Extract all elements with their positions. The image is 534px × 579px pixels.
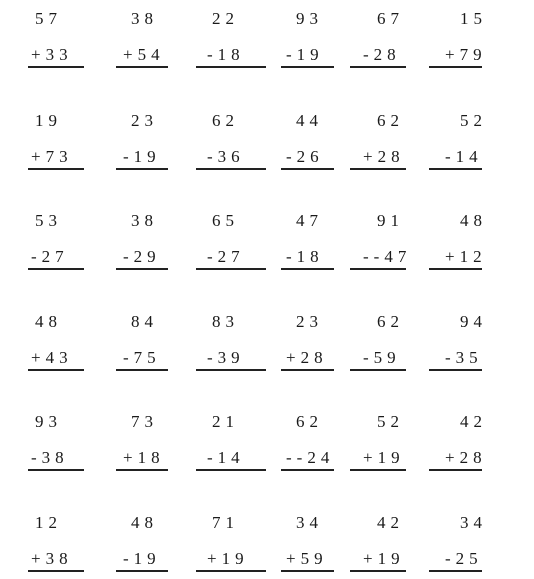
operand-number: -29 (123, 247, 161, 266)
minuend-number: 48 (460, 211, 487, 230)
answer-line (196, 268, 266, 270)
operand-number: -26 (286, 147, 324, 166)
minuend-number: 48 (131, 513, 158, 532)
operand-number: +28 (445, 448, 487, 467)
minuend-number: 21 (212, 412, 239, 431)
answer-line (196, 469, 266, 471)
answer-line (116, 369, 168, 371)
operand-number: -28 (363, 45, 401, 64)
answer-line (350, 66, 406, 68)
minuend-number: 62 (212, 111, 239, 130)
minuend-number: 15 (460, 9, 487, 28)
minuend-number: 67 (377, 9, 404, 28)
operand-number: +12 (445, 247, 487, 266)
minuend-number: 38 (131, 9, 158, 28)
operand-number: -39 (207, 348, 245, 367)
minuend-number: 52 (377, 412, 404, 431)
minuend-number: 62 (377, 312, 404, 331)
minuend-number: 42 (377, 513, 404, 532)
operand-number: -59 (363, 348, 401, 367)
answer-line (28, 66, 84, 68)
operand-number: --47 (363, 247, 412, 266)
minuend-number: 42 (460, 412, 487, 431)
answer-line (281, 369, 334, 371)
operand-number: -19 (123, 549, 161, 568)
minuend-number: 94 (460, 312, 487, 331)
answer-line (429, 66, 482, 68)
answer-line (350, 469, 406, 471)
answer-line (281, 66, 334, 68)
operand-number: +19 (363, 448, 405, 467)
answer-line (429, 168, 482, 170)
operand-number: -19 (286, 45, 324, 64)
operand-number: +19 (363, 549, 405, 568)
answer-line (196, 570, 266, 572)
answer-line (281, 570, 334, 572)
answer-line (281, 168, 334, 170)
minuend-number: 53 (35, 211, 62, 230)
operand-number: -27 (31, 247, 69, 266)
minuend-number: 23 (296, 312, 323, 331)
answer-line (196, 66, 266, 68)
operand-number: +33 (31, 45, 73, 64)
operand-number: -25 (445, 549, 483, 568)
answer-line (429, 570, 482, 572)
minuend-number: 91 (377, 211, 404, 230)
operand-number: -19 (123, 147, 161, 166)
answer-line (281, 268, 334, 270)
minuend-number: 38 (131, 211, 158, 230)
answer-line (116, 570, 168, 572)
minuend-number: 93 (296, 9, 323, 28)
minuend-number: 34 (296, 513, 323, 532)
operand-number: -38 (31, 448, 69, 467)
answer-line (28, 469, 84, 471)
operand-number: --24 (286, 448, 335, 467)
minuend-number: 44 (296, 111, 323, 130)
operand-number: -36 (207, 147, 245, 166)
answer-line (116, 469, 168, 471)
minuend-number: 62 (296, 412, 323, 431)
operand-number: +18 (123, 448, 165, 467)
operand-number: -27 (207, 247, 245, 266)
minuend-number: 71 (212, 513, 239, 532)
answer-line (429, 369, 482, 371)
operand-number: -14 (445, 147, 483, 166)
answer-line (28, 268, 84, 270)
answer-line (28, 570, 84, 572)
operand-number: +19 (207, 549, 249, 568)
minuend-number: 57 (35, 9, 62, 28)
answer-line (350, 168, 406, 170)
operand-number: -18 (207, 45, 245, 64)
answer-line (196, 168, 266, 170)
operand-number: +59 (286, 549, 328, 568)
minuend-number: 47 (296, 211, 323, 230)
answer-line (116, 168, 168, 170)
answer-line (429, 268, 482, 270)
operand-number: +38 (31, 549, 73, 568)
answer-line (350, 268, 406, 270)
minuend-number: 48 (35, 312, 62, 331)
minuend-number: 65 (212, 211, 239, 230)
answer-line (28, 369, 84, 371)
answer-line (116, 268, 168, 270)
operand-number: -18 (286, 247, 324, 266)
minuend-number: 84 (131, 312, 158, 331)
minuend-number: 73 (131, 412, 158, 431)
operand-number: +73 (31, 147, 73, 166)
minuend-number: 52 (460, 111, 487, 130)
operand-number: -35 (445, 348, 483, 367)
answer-line (281, 469, 334, 471)
answer-line (350, 369, 406, 371)
operand-number: -14 (207, 448, 245, 467)
answer-line (429, 469, 482, 471)
minuend-number: 93 (35, 412, 62, 431)
minuend-number: 22 (212, 9, 239, 28)
minuend-number: 19 (35, 111, 62, 130)
minuend-number: 12 (35, 513, 62, 532)
operand-number: +28 (286, 348, 328, 367)
answer-line (28, 168, 84, 170)
answer-line (116, 66, 168, 68)
minuend-number: 83 (212, 312, 239, 331)
minuend-number: 34 (460, 513, 487, 532)
answer-line (196, 369, 266, 371)
answer-line (350, 570, 406, 572)
operand-number: +54 (123, 45, 165, 64)
operand-number: +43 (31, 348, 73, 367)
minuend-number: 62 (377, 111, 404, 130)
minuend-number: 23 (131, 111, 158, 130)
operand-number: -75 (123, 348, 161, 367)
operand-number: +79 (445, 45, 487, 64)
operand-number: +28 (363, 147, 405, 166)
